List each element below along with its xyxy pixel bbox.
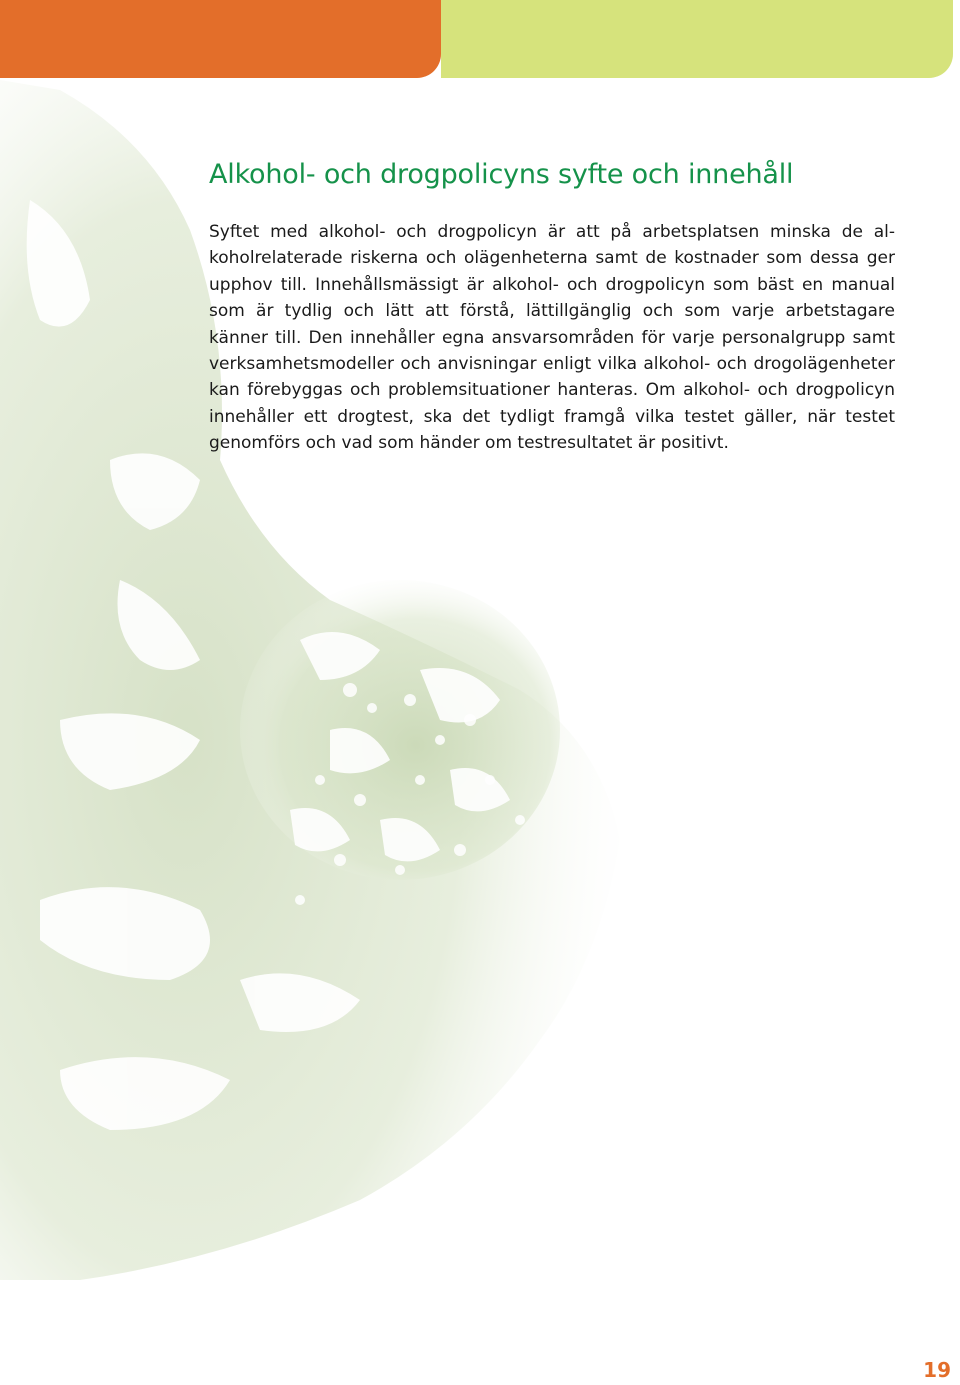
section-title: Alkohol- och drogpolicyns syfte och innehåll (209, 159, 794, 190)
page-number: 19 (923, 1358, 951, 1382)
header-band-orange (0, 0, 441, 78)
header-band-green (441, 0, 953, 78)
body-paragraph: Syftet med alkohol- och drogpolicyn är att på arbetsplatsen minska de alkoholrelaterade riskerna och olägenheterna samt de kostnader som dessa ger upphov till. Innehållsmässigt är alkohol- och drogpolicyn som bäst en manual som är tydlig och lätt att förstå, lättillgänglig och som varje arbetstagare känner till. Den innehåller egna ansvarsområden för varje personalgrupp samt verksamhetsmodeller och anvisningar enligt vilka alkohol- och drogolägenheter kan förebyggas och problemsituationer hanteras. Om alkohol- och drogpolicyn innehåller ett drogtest, ska det tydligt framgå vilka testet gäller, när testet genomförs och vad som händer om testresultatet är positivt. (209, 222, 895, 454)
content-area (209, 155, 895, 457)
